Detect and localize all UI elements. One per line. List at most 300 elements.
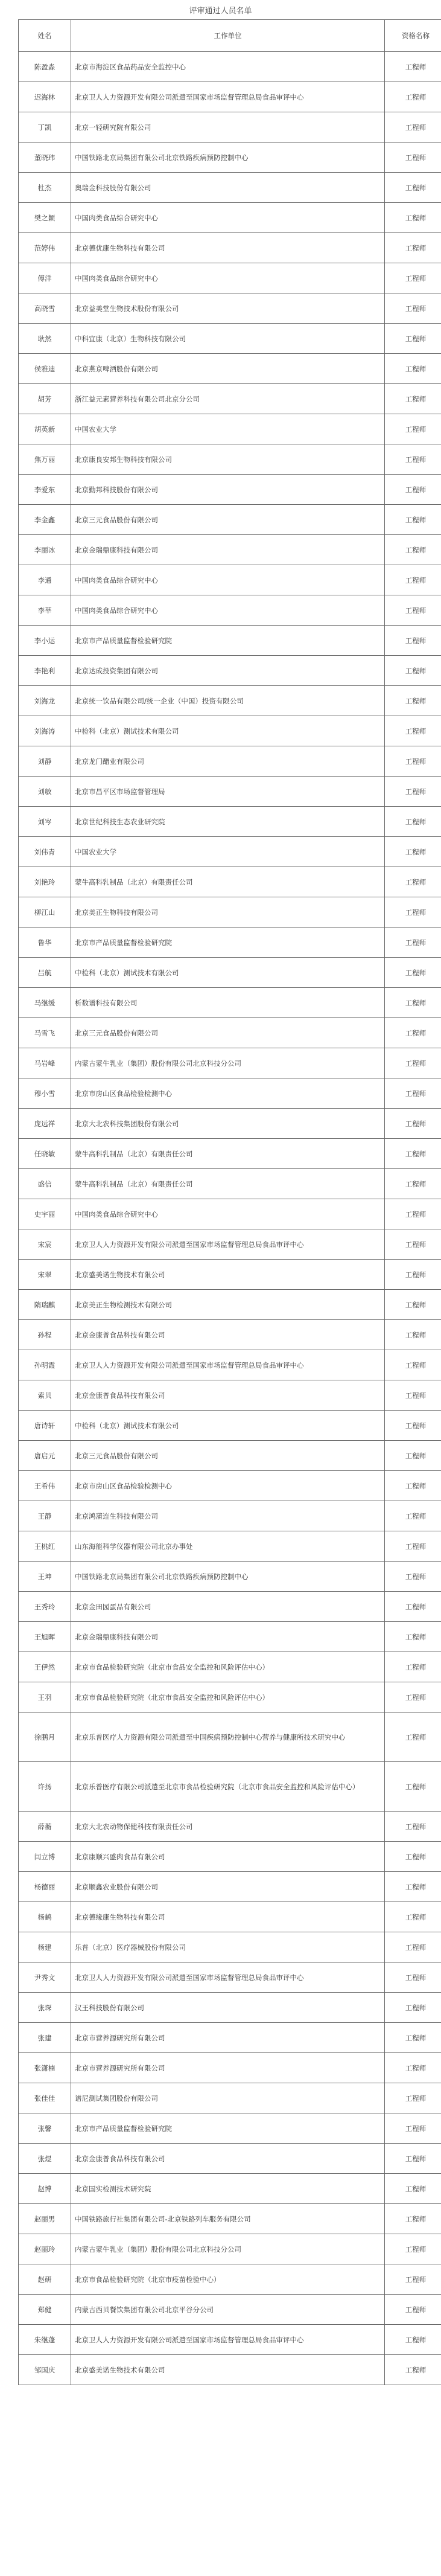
table-row (19, 1350, 441, 1380)
cell-name: 刘岑 (19, 807, 71, 837)
cell-qualification: 工程师 (385, 716, 441, 746)
cell-unit: 北京乐普医疗有限公司派遣至北京市食品检验研究院（北京市食品安全监控和风险评估中心） (71, 1762, 385, 1812)
cell-name: 范婷伟 (19, 233, 71, 263)
cell-qualification: 工程师 (385, 1139, 441, 1169)
cell-qualification: 工程师 (385, 746, 441, 777)
cell-qualification: 工程师 (385, 384, 441, 414)
cell-unit: 北京盛美诺生物技术有限公司 (71, 1260, 385, 1290)
table-row (19, 1109, 441, 1139)
cell-name: 王羽 (19, 1682, 71, 1713)
cell-qualification: 工程师 (385, 1169, 441, 1199)
table-row (19, 1139, 441, 1169)
cell-qualification: 工程师 (385, 112, 441, 143)
cell-name: 穆小雪 (19, 1078, 71, 1109)
table-row (19, 626, 441, 656)
cell-qualification: 工程师 (385, 1350, 441, 1380)
cell-name: 王秀玲 (19, 1592, 71, 1622)
cell-qualification: 工程师 (385, 2023, 441, 2053)
cell-unit: 北京美正生物科技有限公司 (71, 897, 385, 928)
cell-name: 王伊然 (19, 1652, 71, 1682)
table-row (19, 2144, 441, 2174)
table-row (19, 82, 441, 112)
cell-name: 李艳利 (19, 656, 71, 686)
cell-qualification: 工程师 (385, 505, 441, 535)
table-row (19, 324, 441, 354)
cell-unit: 中国肉类食品综合研究中心 (71, 565, 385, 595)
table-row (19, 1169, 441, 1199)
cell-unit: 中国铁路北京局集团有限公司北京铁路疾病预防控制中心 (71, 143, 385, 173)
cell-unit: 北京市食品检验研究院（北京市食品安全监控和风险评估中心） (71, 1652, 385, 1682)
cell-qualification: 工程师 (385, 2174, 441, 2204)
cell-qualification: 工程师 (385, 1260, 441, 1290)
cell-unit: 北京卫人人力资源开发有限公司派遣至国家市场监督管理总局食品审评中心 (71, 1962, 385, 1993)
cell-qualification: 工程师 (385, 565, 441, 595)
cell-name: 索贝 (19, 1380, 71, 1411)
cell-qualification: 工程师 (385, 2355, 441, 2385)
cell-name: 王旭晖 (19, 1622, 71, 1652)
cell-name: 李金鑫 (19, 505, 71, 535)
table-row (19, 143, 441, 173)
cell-unit: 北京鸿蒲连生科技有限公司 (71, 1501, 385, 1531)
cell-qualification: 工程师 (385, 203, 441, 233)
cell-qualification: 工程师 (385, 1713, 441, 1762)
table-row (19, 988, 441, 1018)
cell-unit: 中国肉类食品综合研究中心 (71, 263, 385, 293)
cell-qualification: 工程师 (385, 595, 441, 626)
table-row (19, 686, 441, 716)
cell-unit: 北京盛美诺生物技术有限公司 (71, 2355, 385, 2385)
cell-name: 刘海涛 (19, 716, 71, 746)
table-row (19, 203, 441, 233)
cell-unit: 北京市产品质量监督检验研究院 (71, 2113, 385, 2144)
cell-name: 张馨 (19, 2113, 71, 2144)
cell-qualification: 工程师 (385, 2295, 441, 2325)
cell-qualification: 工程师 (385, 1682, 441, 1713)
cell-qualification: 工程师 (385, 1441, 441, 1471)
cell-qualification: 工程师 (385, 1380, 441, 1411)
cell-unit: 北京市房山区食品检验检测中心 (71, 1471, 385, 1501)
cell-name: 李爱东 (19, 475, 71, 505)
cell-name: 朱继蓬 (19, 2325, 71, 2355)
table-row (19, 958, 441, 988)
cell-name: 刘静 (19, 746, 71, 777)
table-row (19, 1048, 441, 1078)
cell-unit: 北京三元食品股份有限公司 (71, 1441, 385, 1471)
table-row (19, 1229, 441, 1260)
table-row (19, 112, 441, 143)
cell-qualification: 工程师 (385, 1109, 441, 1139)
cell-name: 刘海龙 (19, 686, 71, 716)
cell-qualification: 工程师 (385, 1762, 441, 1812)
cell-name: 杨德丽 (19, 1872, 71, 1902)
table-row (19, 52, 441, 82)
table-row (19, 1902, 441, 1932)
cell-qualification: 工程师 (385, 1902, 441, 1932)
cell-name: 闫立博 (19, 1842, 71, 1872)
cell-qualification: 工程师 (385, 475, 441, 505)
table-row (19, 475, 441, 505)
cell-qualification: 工程师 (385, 1592, 441, 1622)
table-row (19, 1199, 441, 1229)
cell-qualification: 工程师 (385, 173, 441, 203)
cell-unit: 北京德缘康生物科技有限公司 (71, 1902, 385, 1932)
cell-unit: 北京市营养源研究所有限公司 (71, 2053, 385, 2083)
cell-qualification: 工程师 (385, 2264, 441, 2295)
cell-qualification: 工程师 (385, 1842, 441, 1872)
cell-name: 徐鹏月 (19, 1713, 71, 1762)
cell-name: 李丽冰 (19, 535, 71, 565)
cell-qualification: 工程师 (385, 2053, 441, 2083)
cell-name: 杨鹤 (19, 1902, 71, 1932)
table-row (19, 2113, 441, 2144)
cell-name: 侯雅迪 (19, 354, 71, 384)
table-row (19, 777, 441, 807)
cell-unit: 蒙牛高科乳制品（北京）有限责任公司 (71, 1139, 385, 1169)
cell-unit: 内蒙古蒙牛乳业（集团）股份有限公司北京科技分公司 (71, 2234, 385, 2264)
cell-name: 高晓雪 (19, 293, 71, 324)
cell-qualification: 工程师 (385, 324, 441, 354)
cell-unit: 北京市食品检验研究院（北京市疫苗检验中心） (71, 2264, 385, 2295)
cell-name: 胡芳 (19, 384, 71, 414)
cell-qualification: 工程师 (385, 2144, 441, 2174)
cell-unit: 谱尼测试集团股份有限公司 (71, 2083, 385, 2113)
cell-name: 马雪飞 (19, 1018, 71, 1048)
cell-name: 吕航 (19, 958, 71, 988)
header-unit: 工作单位 (71, 20, 385, 52)
table-row (19, 1018, 441, 1048)
cell-name: 刘伟青 (19, 837, 71, 867)
cell-name: 张琛 (19, 1993, 71, 2023)
cell-qualification: 工程师 (385, 1652, 441, 1682)
cell-qualification: 工程师 (385, 1078, 441, 1109)
table-row (19, 1471, 441, 1501)
cell-name: 赵丽玲 (19, 2234, 71, 2264)
cell-unit: 北京康良安邦生物科技有限公司 (71, 444, 385, 475)
cell-name: 迟海林 (19, 82, 71, 112)
cell-name: 唐启元 (19, 1441, 71, 1471)
cell-name: 董晓玮 (19, 143, 71, 173)
table-row (19, 263, 441, 293)
table-row (19, 444, 441, 475)
cell-name: 赵研 (19, 2264, 71, 2295)
cell-unit: 中检科（北京）测试技术有限公司 (71, 716, 385, 746)
cell-unit: 北京康顺兴盛肉食品有限公司 (71, 1842, 385, 1872)
table-row (19, 1993, 441, 2023)
table-row (19, 807, 441, 837)
cell-unit: 北京卫人人力资源开发有限公司派遣至国家市场监督管理总局食品审评中心 (71, 82, 385, 112)
cell-name: 王静 (19, 1501, 71, 1531)
cell-unit: 北京金康普食品科技有限公司 (71, 1380, 385, 1411)
cell-name: 唐诗轩 (19, 1411, 71, 1441)
cell-unit: 北京金康普食品科技有限公司 (71, 2144, 385, 2174)
table-row (19, 2174, 441, 2204)
cell-qualification: 工程师 (385, 1622, 441, 1652)
cell-name: 王希伟 (19, 1471, 71, 1501)
cell-name: 赵博 (19, 2174, 71, 2204)
cell-name: 马岩峰 (19, 1048, 71, 1078)
cell-unit: 奥瑞金科技股份有限公司 (71, 173, 385, 203)
cell-name: 刘敏 (19, 777, 71, 807)
cell-unit: 北京金瑞鼎康科技有限公司 (71, 535, 385, 565)
table-row (19, 746, 441, 777)
cell-unit: 北京市产品质量监督检验研究院 (71, 928, 385, 958)
cell-name: 王桃红 (19, 1531, 71, 1562)
cell-unit: 北京统一饮品有限公司/统一企业（中国）投资有限公司 (71, 686, 385, 716)
cell-qualification: 工程师 (385, 1531, 441, 1562)
document-title: 评审通过人员名单 (189, 7, 252, 16)
table-row (19, 2234, 441, 2264)
table-row (19, 928, 441, 958)
cell-qualification: 工程师 (385, 988, 441, 1018)
cell-unit: 北京一轻研究院有限公司 (71, 112, 385, 143)
cell-unit: 北京市海淀区食品药品安全监控中心 (71, 52, 385, 82)
cell-unit: 北京市昌平区市场监督管理局 (71, 777, 385, 807)
cell-qualification: 工程师 (385, 1932, 441, 1962)
cell-qualification: 工程师 (385, 52, 441, 82)
table-row (19, 1622, 441, 1652)
cell-name: 刘艳玲 (19, 867, 71, 897)
cell-name: 盛信 (19, 1169, 71, 1199)
cell-name: 孙明霞 (19, 1350, 71, 1380)
cell-unit: 内蒙古西贝餐饮集团有限公司北京平谷分公司 (71, 2295, 385, 2325)
table-row (19, 2355, 441, 2385)
cell-qualification: 工程师 (385, 686, 441, 716)
cell-qualification: 工程师 (385, 928, 441, 958)
table-row (19, 2023, 441, 2053)
cell-unit: 内蒙古蒙牛乳业（集团）股份有限公司北京科技分公司 (71, 1048, 385, 1078)
cell-name: 宋翠 (19, 1260, 71, 1290)
cell-qualification: 工程师 (385, 414, 441, 444)
table-row (19, 1682, 441, 1713)
cell-unit: 北京卫人人力资源开发有限公司派遣至国家市场监督管理总局食品审评中心 (71, 1229, 385, 1260)
cell-qualification: 工程师 (385, 1872, 441, 1902)
cell-unit: 汉王科技股份有限公司 (71, 1993, 385, 2023)
cell-unit: 北京市产品质量监督检验研究院 (71, 626, 385, 656)
cell-unit: 北京益美堂生物技术股份有限公司 (71, 293, 385, 324)
cell-unit: 北京美正生物检测技术有限公司 (71, 1290, 385, 1320)
table-row (19, 2295, 441, 2325)
cell-qualification: 工程师 (385, 2325, 441, 2355)
table-row (19, 565, 441, 595)
cell-qualification: 工程师 (385, 1501, 441, 1531)
table-row (19, 414, 441, 444)
header-name: 姓名 (19, 20, 71, 52)
cell-name: 柳江山 (19, 897, 71, 928)
table-row (19, 656, 441, 686)
cell-unit: 山东海能科学仪器有限公司北京办事处 (71, 1531, 385, 1562)
cell-name: 任晓敏 (19, 1139, 71, 1169)
cell-unit: 北京卫人人力资源开发有限公司派遣至国家市场监督管理总局食品审评中心 (71, 2325, 385, 2355)
cell-unit: 北京顺鑫农业股份有限公司 (71, 1872, 385, 1902)
cell-unit: 北京大北农科技集团股份有限公司 (71, 1109, 385, 1139)
cell-unit: 中检科（北京）测试技术有限公司 (71, 1411, 385, 1441)
cell-qualification: 工程师 (385, 1048, 441, 1078)
cell-name: 樊之颖 (19, 203, 71, 233)
table-row (19, 535, 441, 565)
table-row (19, 837, 441, 867)
table-row (19, 293, 441, 324)
cell-qualification: 工程师 (385, 444, 441, 475)
cell-unit: 北京达成投资集团有限公司 (71, 656, 385, 686)
table-row (19, 716, 441, 746)
table-row (19, 2264, 441, 2295)
table-row (19, 2325, 441, 2355)
cell-name: 隋瑞麒 (19, 1290, 71, 1320)
cell-name: 孙程 (19, 1320, 71, 1350)
cell-qualification: 工程师 (385, 1229, 441, 1260)
cell-name: 杨建 (19, 1932, 71, 1962)
cell-qualification: 工程师 (385, 656, 441, 686)
cell-unit: 中国肉类食品综合研究中心 (71, 203, 385, 233)
table-row (19, 867, 441, 897)
table-row (19, 2204, 441, 2234)
cell-qualification: 工程师 (385, 263, 441, 293)
cell-unit: 中检科（北京）测试技术有限公司 (71, 958, 385, 988)
table-row (19, 1652, 441, 1682)
cell-unit: 北京卫人人力资源开发有限公司派遣至国家市场监督管理总局食品审评中心 (71, 1350, 385, 1380)
cell-qualification: 工程师 (385, 233, 441, 263)
table-row (19, 354, 441, 384)
cell-unit: 北京三元食品股份有限公司 (71, 505, 385, 535)
cell-qualification: 工程师 (385, 626, 441, 656)
cell-unit: 北京三元食品股份有限公司 (71, 1018, 385, 1048)
cell-unit: 北京市营养源研究所有限公司 (71, 2023, 385, 2053)
table-row (19, 1441, 441, 1471)
cell-name: 宋宸 (19, 1229, 71, 1260)
cell-qualification: 工程师 (385, 1411, 441, 1441)
cell-name: 张佳佳 (19, 2083, 71, 2113)
cell-unit: 北京金田园蛋品有限公司 (71, 1592, 385, 1622)
cell-name: 李小运 (19, 626, 71, 656)
table-row (19, 1872, 441, 1902)
cell-name: 李莘 (19, 595, 71, 626)
table-row (19, 1932, 441, 1962)
table-row (19, 505, 441, 535)
cell-qualification: 工程师 (385, 1199, 441, 1229)
cell-name: 张潇楠 (19, 2053, 71, 2083)
cell-name: 史宇丽 (19, 1199, 71, 1229)
cell-qualification: 工程师 (385, 1562, 441, 1592)
cell-name: 焦万丽 (19, 444, 71, 475)
table-row (19, 173, 441, 203)
cell-qualification: 工程师 (385, 354, 441, 384)
cell-unit: 北京燕京啤酒股份有限公司 (71, 354, 385, 384)
cell-name: 杜杰 (19, 173, 71, 203)
header-qualification: 资格名称 (385, 20, 441, 52)
table-row (19, 2083, 441, 2113)
cell-unit: 北京大北农动物保健科技有限责任公司 (71, 1812, 385, 1842)
cell-qualification: 工程师 (385, 1993, 441, 2023)
cell-unit: 中国铁路旅行社集团有限公司-北京铁路列车服务有限公司 (71, 2204, 385, 2234)
cell-qualification: 工程师 (385, 2234, 441, 2264)
cell-unit: 蒙牛高科乳制品（北京）有限责任公司 (71, 867, 385, 897)
table-row (19, 1592, 441, 1622)
cell-name: 傅洋 (19, 263, 71, 293)
cell-unit: 北京龙门醋业有限公司 (71, 746, 385, 777)
cell-qualification: 工程师 (385, 958, 441, 988)
cell-unit: 中国农业大学 (71, 414, 385, 444)
cell-name: 邹国庆 (19, 2355, 71, 2385)
cell-name: 许扬 (19, 1762, 71, 1812)
cell-unit: 北京德优康生物科技有限公司 (71, 233, 385, 263)
cell-qualification: 工程师 (385, 1290, 441, 1320)
cell-qualification: 工程师 (385, 293, 441, 324)
cell-qualification: 工程师 (385, 82, 441, 112)
cell-qualification: 工程师 (385, 535, 441, 565)
cell-name: 王坤 (19, 1562, 71, 1592)
cell-qualification: 工程师 (385, 1320, 441, 1350)
cell-name: 尹秀文 (19, 1962, 71, 1993)
cell-qualification: 工程师 (385, 2083, 441, 2113)
cell-qualification: 工程师 (385, 777, 441, 807)
table-row (19, 1290, 441, 1320)
cell-qualification: 工程师 (385, 807, 441, 837)
table-row (19, 384, 441, 414)
cell-name: 鲁华 (19, 928, 71, 958)
cell-qualification: 工程师 (385, 1018, 441, 1048)
cell-unit: 中国肉类食品综合研究中心 (71, 1199, 385, 1229)
table-row (19, 595, 441, 626)
cell-qualification: 工程师 (385, 897, 441, 928)
cell-unit: 北京金康普食品科技有限公司 (71, 1320, 385, 1350)
cell-name: 张建 (19, 2023, 71, 2053)
table-row (19, 1411, 441, 1441)
cell-name: 庞远祥 (19, 1109, 71, 1139)
cell-unit: 乐普（北京）医疗器械股份有限公司 (71, 1932, 385, 1962)
cell-unit: 浙江益元素营养科技有限公司北京分公司 (71, 384, 385, 414)
cell-qualification: 工程师 (385, 1471, 441, 1501)
table-header-row (19, 20, 441, 52)
cell-unit: 北京市房山区食品检验检测中心 (71, 1078, 385, 1109)
table-row (19, 1713, 441, 1762)
cell-qualification: 工程师 (385, 837, 441, 867)
cell-unit: 中国农业大学 (71, 837, 385, 867)
cell-name: 马继缓 (19, 988, 71, 1018)
cell-name: 薛蘅 (19, 1812, 71, 1842)
table-row (19, 2053, 441, 2083)
cell-qualification: 工程师 (385, 867, 441, 897)
cell-unit: 北京国实检测技术研究院 (71, 2174, 385, 2204)
table-row (19, 897, 441, 928)
cell-unit: 蒙牛高科乳制品（北京）有限责任公司 (71, 1169, 385, 1199)
cell-name: 胡英新 (19, 414, 71, 444)
table-row (19, 1562, 441, 1592)
cell-unit: 中国肉类食品综合研究中心 (71, 595, 385, 626)
approved-personnel-table (18, 19, 441, 2385)
cell-unit: 中科宜康（北京）生物科技有限公司 (71, 324, 385, 354)
cell-name: 张煜 (19, 2144, 71, 2174)
table-row (19, 1260, 441, 1290)
table-body (19, 52, 441, 2385)
table-row (19, 233, 441, 263)
cell-unit: 中国铁路北京局集团有限公司北京铁路疾病预防控制中心 (71, 1562, 385, 1592)
cell-unit: 北京金瑞鼎康科技有限公司 (71, 1622, 385, 1652)
cell-name: 郑健 (19, 2295, 71, 2325)
cell-name: 耿然 (19, 324, 71, 354)
cell-qualification: 工程师 (385, 1962, 441, 1993)
table-row (19, 1531, 441, 1562)
table-row (19, 1078, 441, 1109)
cell-qualification: 工程师 (385, 2204, 441, 2234)
cell-name: 陈盈淼 (19, 52, 71, 82)
cell-unit: 北京乐普医疗人力资源有限公司派遣至中国疾病预防控制中心营养与健康所技术研究中心 (71, 1713, 385, 1762)
table-row (19, 1380, 441, 1411)
table-row (19, 1812, 441, 1842)
cell-unit: 析数谱科技有限公司 (71, 988, 385, 1018)
cell-name: 李通 (19, 565, 71, 595)
cell-qualification: 工程师 (385, 143, 441, 173)
table-row (19, 1962, 441, 1993)
